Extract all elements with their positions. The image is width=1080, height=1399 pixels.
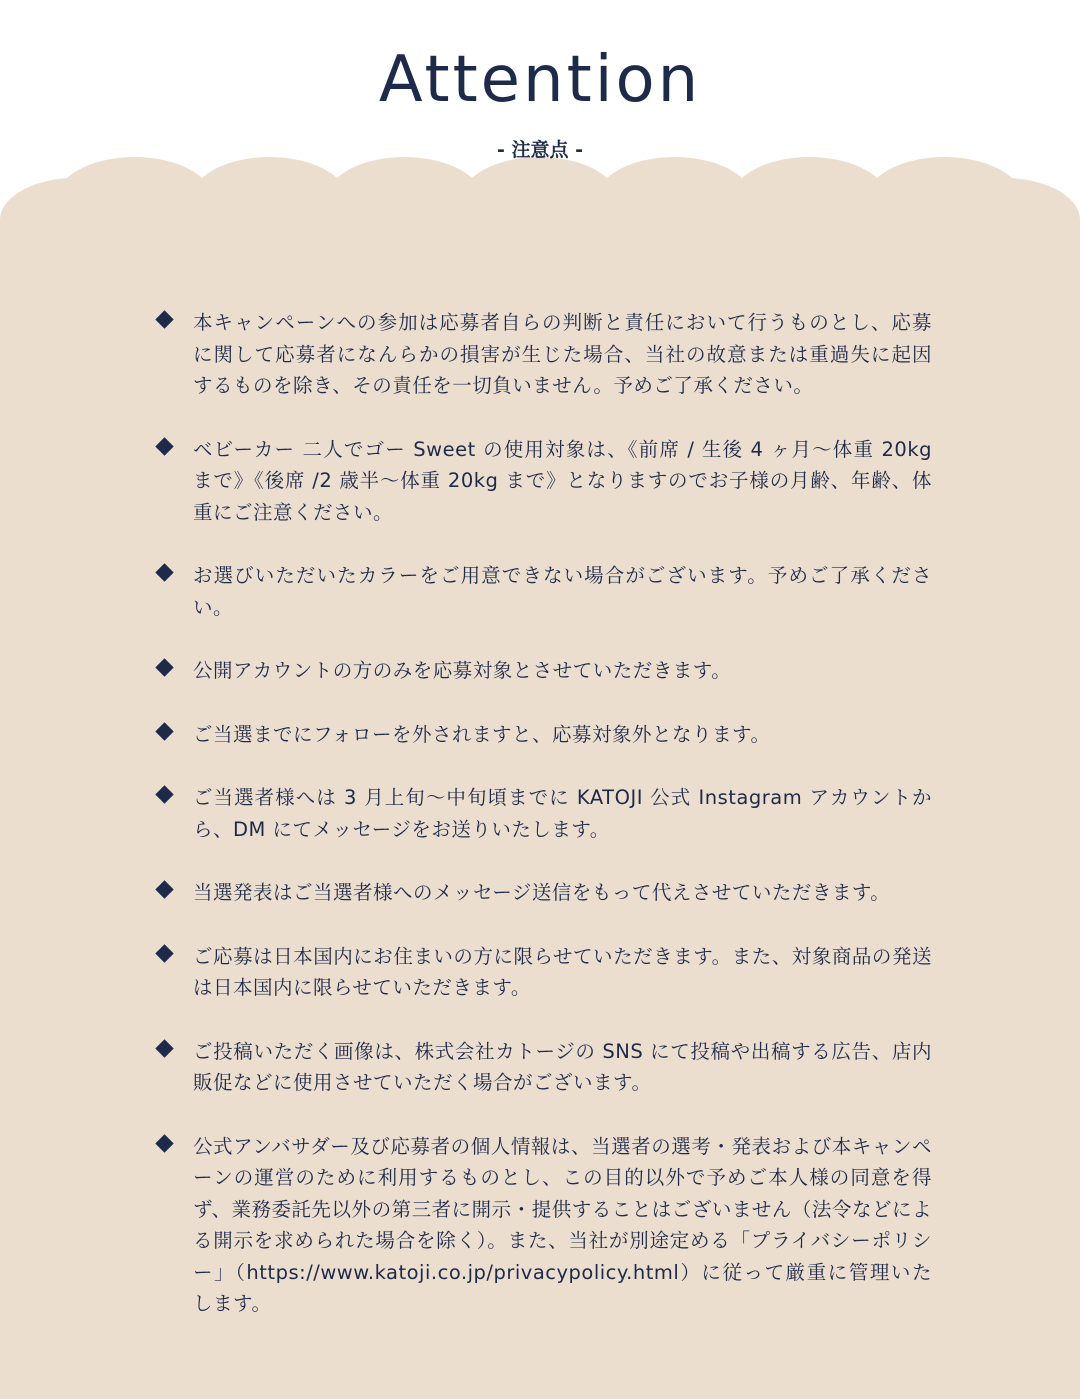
list-item (152, 782, 932, 845)
item-text: お選びいただいたカラーをご用意できない場合がございます。予めご了承ください。 (193, 564, 932, 619)
list-item (152, 941, 932, 1004)
list-item (152, 307, 932, 402)
diamond-bullet-icon (155, 722, 173, 740)
list-item (152, 434, 932, 529)
diamond-bullet-icon (155, 880, 173, 898)
diamond-bullet-icon (155, 437, 173, 455)
list-item (152, 560, 932, 623)
item-text: ご当選までにフォローを外されますと、応募対象外となります。 (193, 722, 771, 746)
list-item (152, 877, 932, 909)
item-text: 公開アカウントの方のみを応募対象とさせていただきます。 (193, 659, 732, 682)
item-text: ご当選者様へは 3 月上旬〜中旬頃までに KATOJI 公式 Instagram アカウントから、DM にてメッセージをお送りいたします。 (193, 786, 932, 841)
diamond-bullet-icon (155, 785, 173, 803)
item-text: 本キャンペーンへの参加は応募者自らの判断と責任において行うものとし、応募に関して応募者になんらかの損害が生じた場合、当社の故意または重過失に起因するものを除き、その責任を一切負いません。予めご了承ください。 (193, 311, 932, 397)
page-title: Attention (378, 43, 702, 117)
header-area (0, 0, 1080, 230)
item-text: ベビーカー 二人でゴー Sweet の使用対象は、《前席 / 生後 4 ヶ月〜体重 20kg まで》《後席 /2 歳半〜体重 20kg まで》となりますのでお子様の月齢、年齢、体重にご注意ください。 (193, 437, 932, 524)
list-item (152, 719, 932, 751)
page-subtitle: - 注意点 - (496, 139, 583, 161)
item-text: 公式アンバサダー及び応募者の個人情報は、当選者の選考・発表および本キャンペーンの運営のために利用するものとし、この目的以外で予めご本人様の同意を得ず、業務委託先以外の第三者に開示・提供することはございません（法令などによる開示を求められた場合を除く）。また、当社が別途定める「プライバシーポリシー」（https://www.katoji.co.jp/privacypolicy.html）に従って厳重に管理いたします。 (193, 1134, 932, 1315)
list-item (152, 655, 932, 687)
diamond-bullet-icon (155, 658, 173, 676)
diamond-bullet-icon (155, 1039, 173, 1057)
item-text: ご応募は日本国内にお住まいの方に限らせていただきます。また、対象商品の発送は日本国内に限らせていただきます。 (193, 944, 932, 999)
diamond-bullet-icon (155, 944, 173, 962)
item-text: ご投稿いただく画像は、株式会社カトージの SNS にて投稿や出稿する広告、店内販促などに使用させていただく場合がございます。 (193, 1039, 932, 1094)
diamond-bullet-icon (155, 310, 173, 328)
attention-list (152, 307, 932, 1352)
diamond-bullet-icon (155, 563, 173, 581)
item-text: 当選発表はご当選者様へのメッセージ送信をもって代えさせていただきます。 (193, 881, 891, 904)
list-item (152, 1036, 932, 1099)
diamond-bullet-icon (155, 1134, 173, 1152)
list-item (152, 1131, 932, 1320)
